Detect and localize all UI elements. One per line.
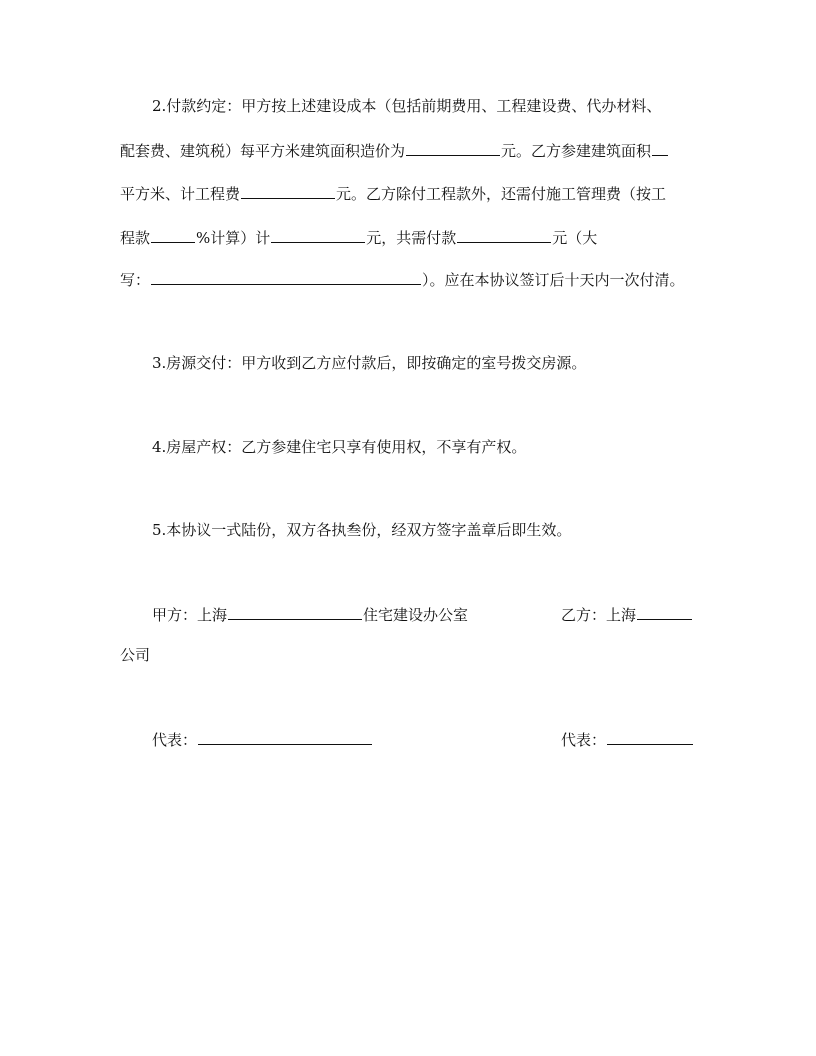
area-blank[interactable] [652,140,668,156]
percent-blank[interactable] [151,227,195,243]
unit-price-blank[interactable] [406,140,500,156]
clause-2-text-5b: ）。应在本协议签订后十天内一次付清。 [422,271,685,289]
party-a-rep-label: 代表： [152,731,198,749]
clause-2-text-4c: 元，共需付款 [366,229,457,247]
party-a-suffix: 住宅建设办公室 [363,606,469,624]
total-payment-blank[interactable] [457,227,551,243]
clause-2-line-2 [120,140,669,160]
clause-3 [152,353,586,373]
party-b-name-line [561,604,693,624]
clause-5-text: 5.本协议一式陆份，双方各执叁份，经双方签字盖章后即生效。 [152,521,572,539]
clause-2-text-1: 2.付款约定：甲方按上述建设成本（包括前期费用、工程建设费、代办材料、 [152,97,662,115]
clause-3-text: 3.房源交付：甲方收到乙方应付款后，即按确定的室号拨交房源。 [152,354,587,372]
party-b-rep-blank[interactable] [607,729,693,745]
clause-2-text-2b: 元。乙方参建建筑面积 [501,142,652,160]
management-fee-blank[interactable] [271,227,365,243]
clause-2-text-4a: 程款 [120,229,151,247]
clause-2-text-3b: 元。乙方除付工程款外，还需付施工管理费（按工 [336,185,667,203]
party-b-rep-line [561,729,694,749]
clause-2-text-5a: 写： [120,271,151,289]
party-b-name-blank[interactable] [637,604,692,620]
clause-2-line-3 [120,183,666,203]
engineering-fee-blank[interactable] [241,183,335,199]
clause-2-line-4 [120,227,597,247]
party-a-rep-line [152,729,373,749]
clause-2-line-5 [120,269,685,289]
party-a-rep-blank[interactable] [198,729,372,745]
clause-5 [152,520,571,540]
party-b-rep-label: 代表： [561,731,607,749]
party-b-prefix: 乙方：上海 [561,606,637,624]
clause-2-text-4d: 元（大 [552,229,598,247]
party-a-name-blank[interactable] [228,604,362,620]
clause-2-text-3a: 平方米、计工程费 [120,185,241,203]
clause-2-text-2a: 配套费、建筑税）每平方米建筑面积造价为 [120,142,406,160]
amount-in-words-blank[interactable] [151,269,421,285]
party-b-suffix-line [120,645,150,665]
party-a-name-line [152,604,468,624]
clause-4-text: 4.房屋产权：乙方参建住宅只享有使用权，不享有产权。 [152,438,527,456]
party-b-suffix: 公司 [120,646,151,664]
clause-2-text-4b: %计算）计 [196,229,271,247]
clause-4 [152,437,526,457]
clause-2-line-1 [152,96,661,116]
party-a-prefix: 甲方：上海 [152,606,228,624]
